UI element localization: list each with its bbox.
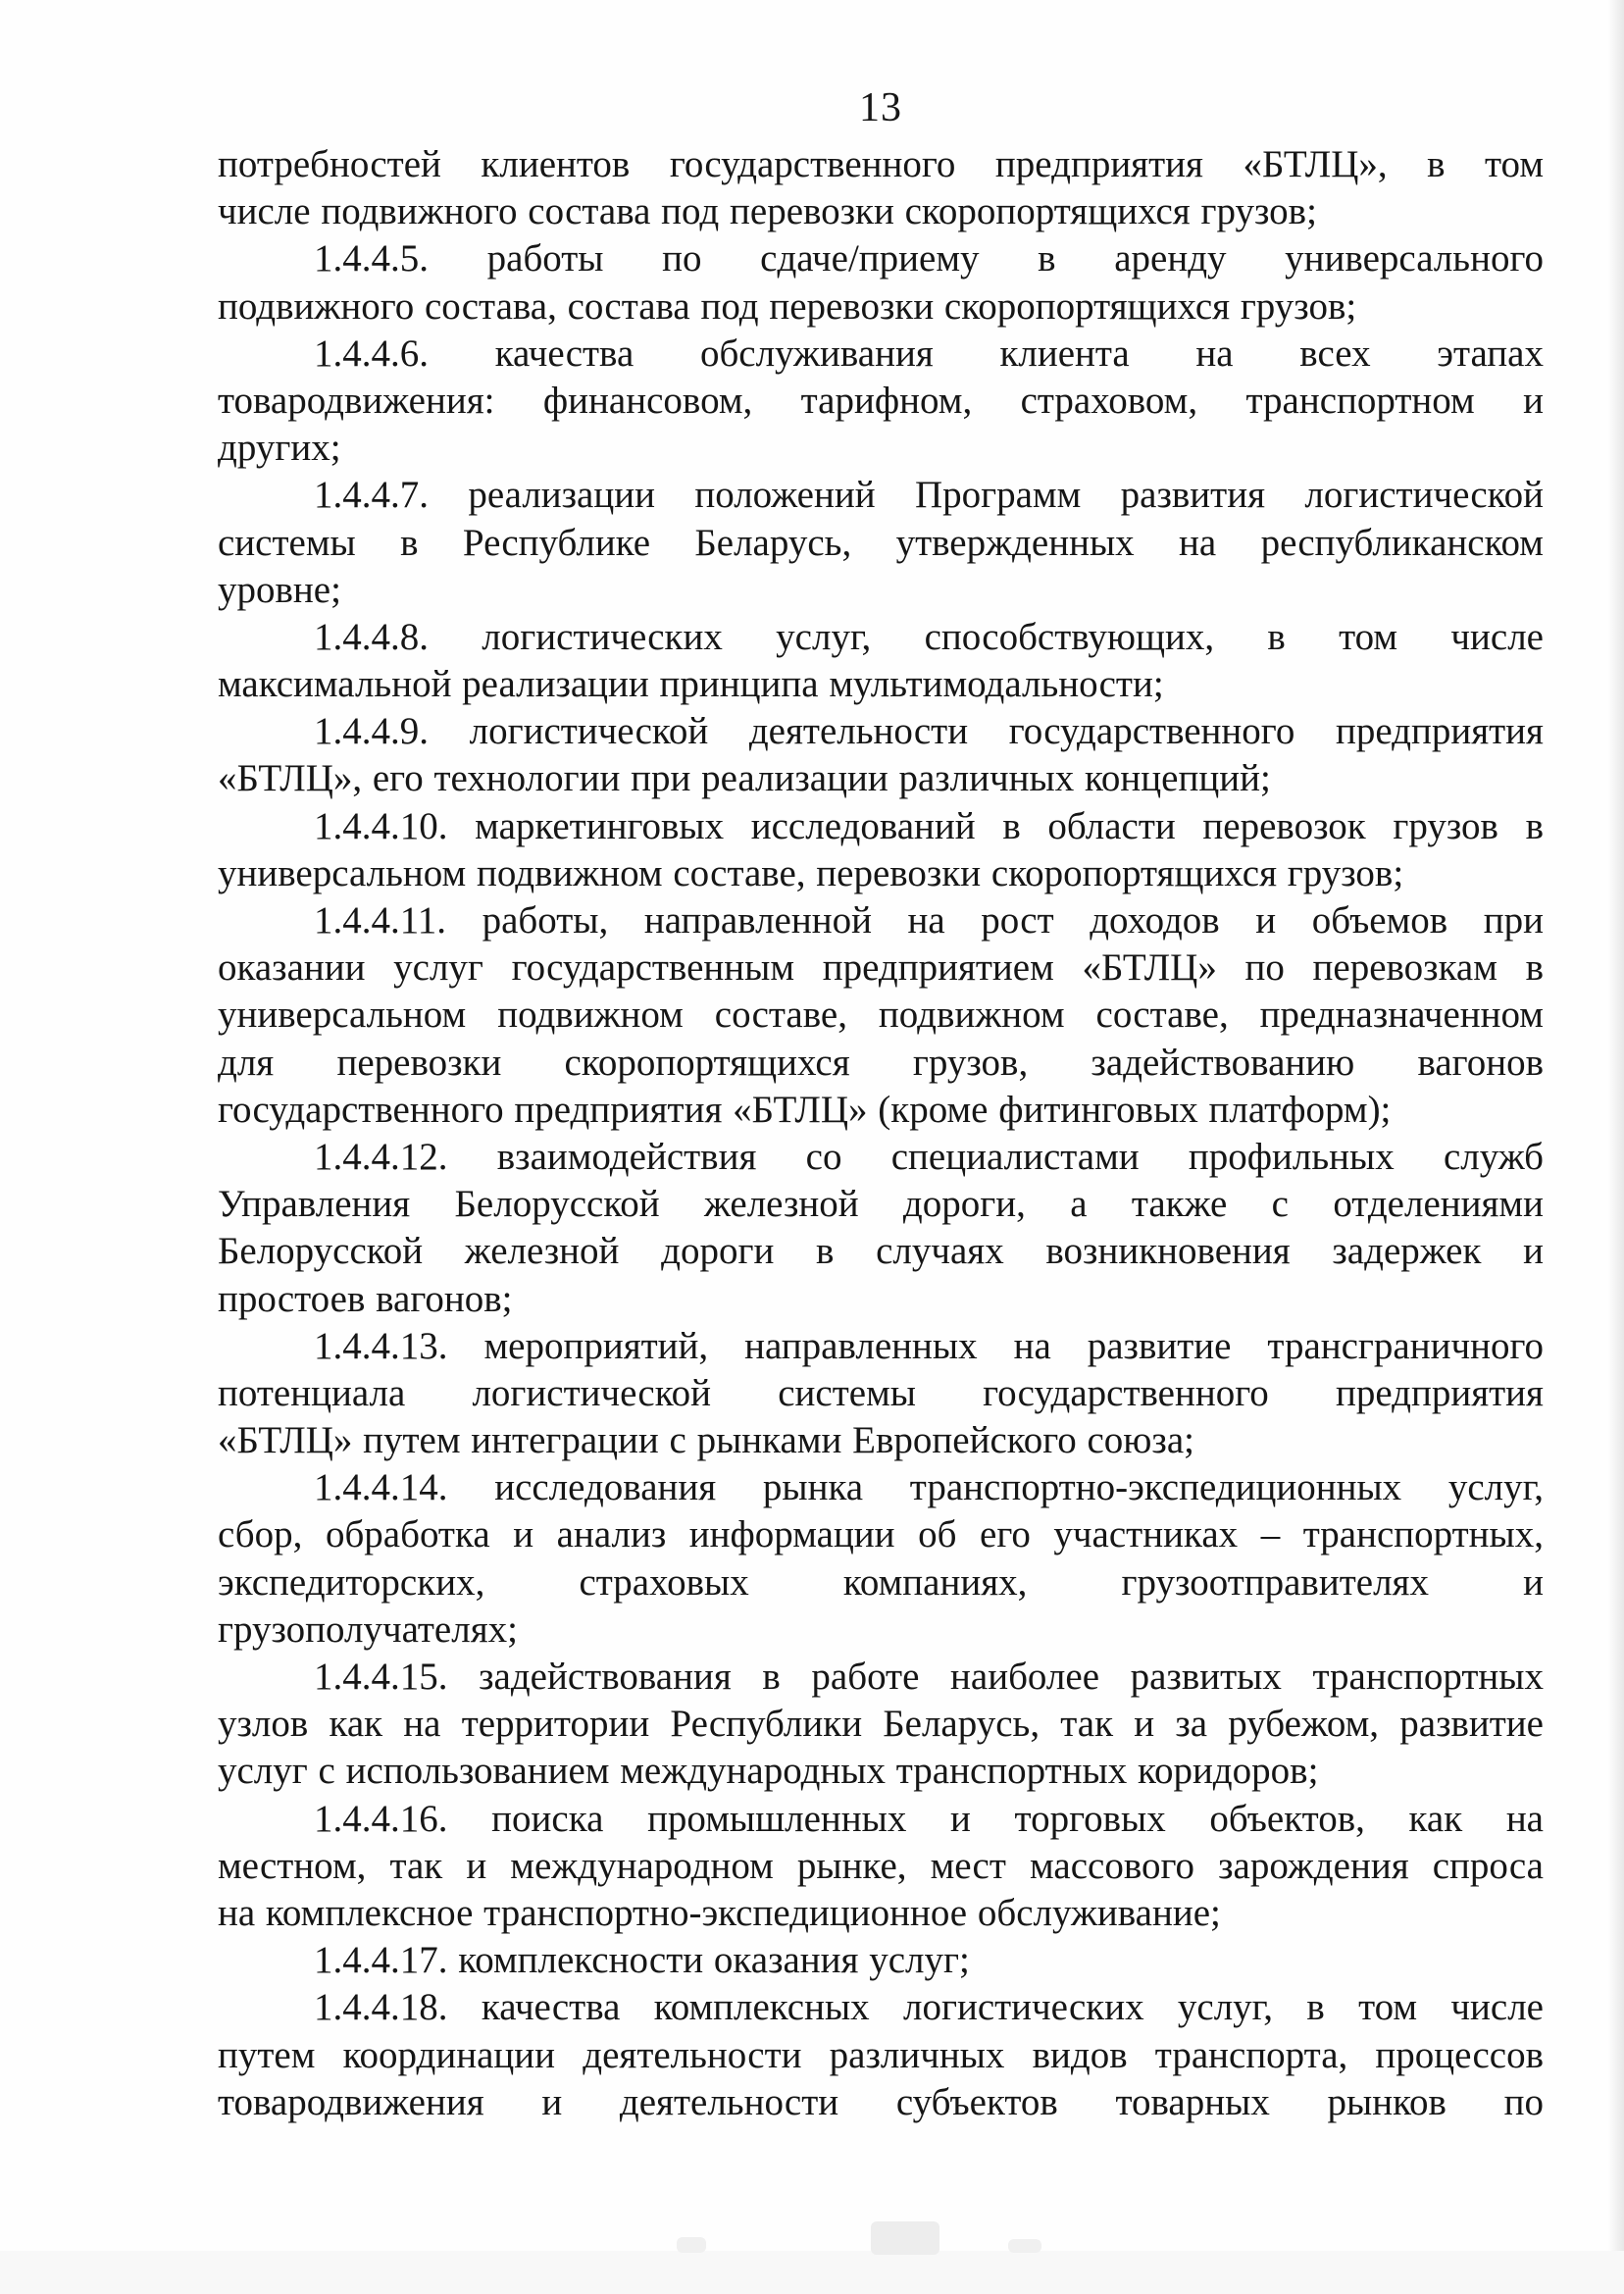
text-line: 1.4.4.6. качества обслуживания клиента на всех этапах xyxy=(314,331,1544,375)
text-line: числе подвижного состава под перевозки скоропортящихся грузов; xyxy=(218,190,1317,233)
text-line: оказании услуг государственным предприятием «БТЛЦ» по перевозкам в xyxy=(218,946,1544,990)
text-line: уровне; xyxy=(218,568,341,611)
text-line: местном, так и международном рынке, мест массового зарождения спроса xyxy=(218,1844,1544,1887)
text-line: 1.4.4.12. взаимодействия со специалистами профильных служб xyxy=(314,1135,1544,1178)
text-line: 1.4.4.5. работы по сдаче/приему в аренду универсального xyxy=(314,237,1544,280)
text-line: 1.4.4.14. исследования рынка транспортно-экспедиционных услуг, xyxy=(314,1466,1544,1509)
text-line: универсальном подвижном составе, перевозки скоропортящихся грузов; xyxy=(218,851,1404,894)
text-line: на комплексное транспортно-экспедиционное обслуживание; xyxy=(218,1891,1221,1934)
text-line: услуг с использованием международных транспортных коридоров; xyxy=(218,1750,1319,1793)
text-line: Белорусской железной дороги в случаях возникновения задержек и xyxy=(218,1230,1544,1273)
text-line: потребностей клиентов государственного предприятия «БТЛЦ», в том xyxy=(218,143,1544,185)
text-line: «БТЛЦ», его технологии при реализации различных концепций; xyxy=(218,757,1271,800)
scan-smudge xyxy=(871,2221,939,2255)
text-line: путем координации деятельности различных видов транспорта, процессов xyxy=(218,2033,1544,2076)
text-line: товародвижения и деятельности субъектов товарных рынков по xyxy=(218,2080,1544,2123)
text-line: потенциала логистической системы государственного предприятия xyxy=(218,1371,1544,1414)
text-line: 1.4.4.16. поиска промышленных и торговых объектов, как на xyxy=(314,1797,1544,1840)
document-text xyxy=(218,141,1544,2126)
text-line: Управления Белорусской железной дороги, а также с отделениями xyxy=(218,1183,1544,1226)
text-line: грузополучателях; xyxy=(218,1607,518,1651)
text-line: подвижного состава, состава под перевозки скоропортящихся грузов; xyxy=(218,284,1357,328)
text-line: экспедиторских, страховых компаниях, грузоотправителях и xyxy=(218,1560,1544,1604)
text-line: 1.4.4.13. мероприятий, направленных на развитие трансграничного xyxy=(314,1324,1544,1367)
page-number: 13 xyxy=(859,85,902,130)
text-line: 1.4.4.10. маркетинговых исследований в области перевозок грузов в xyxy=(314,804,1544,847)
text-line: системы в Республике Беларусь, утвержденных на республиканском xyxy=(218,521,1544,564)
text-line: сбор, обработка и анализ информации об его участниках – транспортных, xyxy=(218,1513,1544,1556)
text-line: 1.4.4.9. логистической деятельности государственного предприятия xyxy=(314,710,1544,753)
text-line: для перевозки скоропортящихся грузов, задействованию вагонов xyxy=(218,1041,1544,1084)
scan-bottom-strip xyxy=(0,2251,1624,2294)
text-line: 1.4.4.7. реализации положений Программ развития логистической xyxy=(314,474,1544,517)
scan-smudge xyxy=(677,2237,706,2253)
text-line: узлов как на территории Республики Беларусь, так и за рубежом, развитие xyxy=(218,1703,1544,1746)
text-line: государственного предприятия «БТЛЦ» (кроме фитинговых платформ); xyxy=(218,1088,1392,1131)
text-line: 1.4.4.18. качества комплексных логистических услуг, в том числе xyxy=(314,1986,1544,2029)
text-line: максимальной реализации принципа мультимодальности; xyxy=(218,663,1164,706)
text-line: простоев вагонов; xyxy=(218,1277,513,1320)
scan-edge-shadow xyxy=(1608,0,1624,2294)
text-line: 1.4.4.8. логистических услуг, способствующих, в том числе xyxy=(314,615,1544,658)
text-line: 1.4.4.17. комплексности оказания услуг; xyxy=(314,1939,970,1982)
scan-smudge xyxy=(1008,2239,1041,2253)
text-line: 1.4.4.15. задействования в работе наиболее развитых транспортных xyxy=(314,1656,1544,1698)
text-line: универсальном подвижном составе, подвижном составе, предназначенном xyxy=(218,994,1544,1037)
text-line: товародвижения: финансовом, тарифном, страховом, транспортном и xyxy=(218,379,1544,422)
text-line: «БТЛЦ» путем интеграции с рынками Европейского союза; xyxy=(218,1419,1194,1462)
text-line: 1.4.4.11. работы, направленной на рост доходов и объемов при xyxy=(314,899,1544,942)
text-line: других; xyxy=(218,427,341,470)
